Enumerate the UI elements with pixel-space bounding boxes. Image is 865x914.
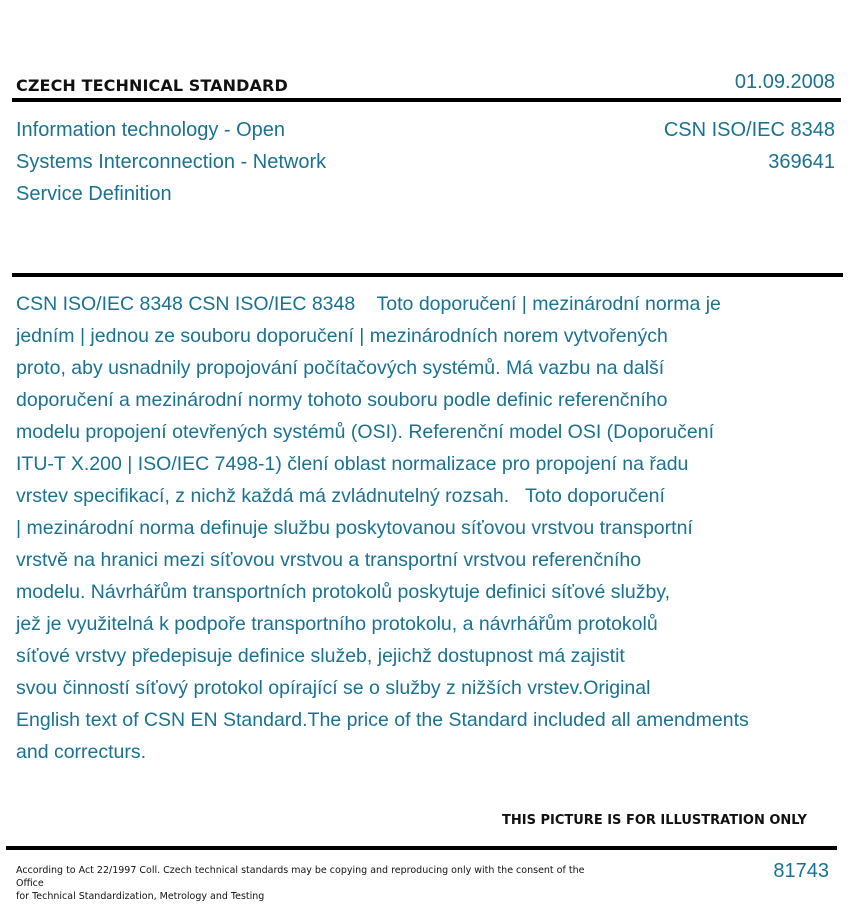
abstract-line: | mezinárodní norma definuje službu poskytovanou síťovou vrstvou transportní xyxy=(16,517,693,539)
standard-title xyxy=(16,114,376,210)
abstract-line: vrstev specifikací, z nichž každá má zvládnutelný rozsah. Toto doporučení xyxy=(16,485,665,507)
title-line: Information technology - Open xyxy=(16,119,286,141)
standard-type-label: CZECH TECHNICAL STANDARD xyxy=(16,76,288,95)
standard-code: CSN ISO/IEC 8348 xyxy=(663,119,835,141)
abstract-text xyxy=(16,288,836,768)
abstract-line: modelu propojení otevřených systémů (OSI). Referenční model OSI (Doporučení xyxy=(16,421,714,443)
copyright-notice xyxy=(16,864,586,903)
abstract-line: vrstvě na hranici mezi síťovou vrstvou a transportní vrstvou referenčního xyxy=(16,549,642,571)
abstract-line: jež je využitelná k podpoře transportního protokolu, a návrhářům protokolů xyxy=(16,613,658,635)
document-number: 81743 xyxy=(773,860,829,882)
abstract-line: svou činností síťový protokol opírající se o služby z nižších vrstev.Original xyxy=(16,677,651,699)
abstract-line: doporučení a mezinárodní normy tohoto souboru podle definic referenčního xyxy=(16,389,668,411)
abstract-line: English text of CSN EN Standard.The price of the Standard included all amendments xyxy=(16,709,749,731)
copyright-line: According to Act 22/1997 Coll. Czech technical standards may be copying and reproducing only with the consent of the Office xyxy=(16,865,585,889)
abstract-line: CSN ISO/IEC 8348 CSN ISO/IEC 8348 Toto doporučení | mezinárodní norma je xyxy=(16,293,721,315)
standard-identifiers xyxy=(664,114,835,178)
abstract-line: síťové vrstvy předepisuje definice služeb, jejichž dostupnost má zajistit xyxy=(16,645,625,667)
title-line: Service Definition xyxy=(16,183,172,205)
abstract-line: ITU-T X.200 | ISO/IEC 7498-1) člení oblast normalizace pro propojení na řadu xyxy=(16,453,689,475)
copyright-line: for Technical Standardization, Metrology and Testing xyxy=(16,891,265,902)
top-divider xyxy=(12,98,841,102)
abstract-line: jedním | jednou ze souboru doporučení | mezinárodních norem vytvořených xyxy=(16,325,668,347)
abstract-line: modelu. Návrhářům transportních protokolů poskytuje definici síťové služby, xyxy=(16,581,671,603)
catalog-number: 369641 xyxy=(768,151,835,173)
bottom-divider xyxy=(6,846,837,850)
title-line: Systems Interconnection - Network xyxy=(16,151,327,173)
illustration-disclaimer: THIS PICTURE IS FOR ILLUSTRATION ONLY xyxy=(502,813,807,828)
middle-divider xyxy=(12,273,843,277)
publication-date: 01.09.2008 xyxy=(734,71,835,93)
abstract-line: proto, aby usnadnily propojování počítačových systémů. Má vazbu na další xyxy=(16,357,665,379)
abstract-line: and correcturs. xyxy=(16,741,147,763)
